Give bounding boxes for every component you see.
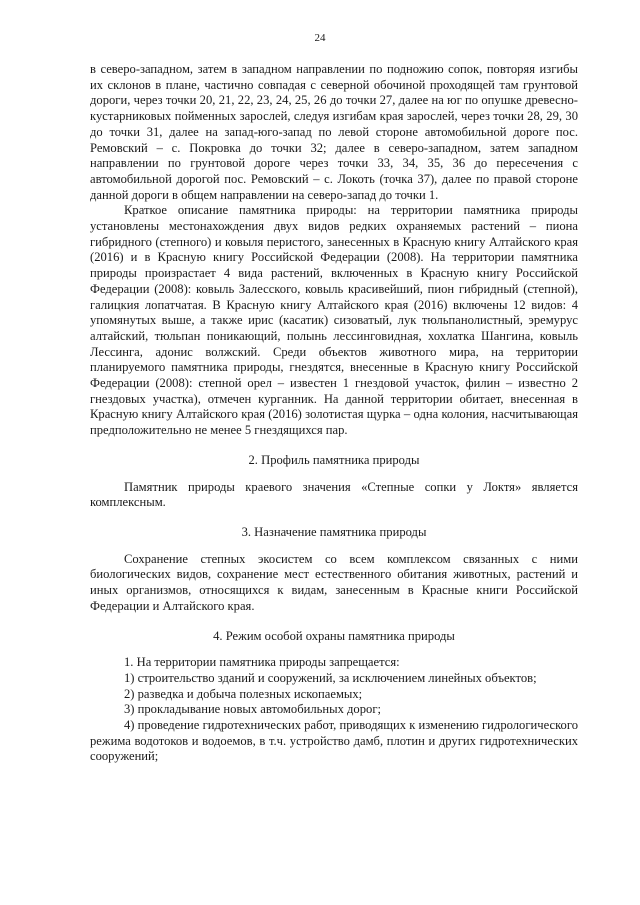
list-item: 1. На территории памятника природы запрещается: [124,655,400,670]
section-3-heading: 3. Назначение памятника природы [241,524,427,539]
section-2-text: Памятник природы краевого значения «Степные сопки у Локтя» является комплексным. [90,479,578,510]
list-item: 4) проведение гидротехнических работ, приводящих к изменению гидрологического режима водотоков и водоемов, в т.ч. устройство дамб, плотин и других гидротехнических сооружений; [90,718,578,764]
page-number: 24 [314,32,326,44]
section-4-heading: 4. Режим особой охраны памятника природы [213,628,455,643]
section-2-heading: 2. Профиль памятника природы [248,452,420,467]
brief-description-paragraph: Краткое описание памятника природы: на территории памятника природы установлены местонахождения двух видов редких охраняемых растений – пиона гибридного (степного) и ковыля перистого, занесенных в Красную книгу Алтайского края (2016) и в Красную книгу Российской Федерации (2008). На территории памятника природы произрастает 4 вида растений, включенных в Красную книгу Российской Федерации (2008): ковыль Залесского, ковыль красивейший, пион гибридный (степной), галицкия лопатчатая. В Красную книгу Алтайского края (2016) включены 12 видов: 4 упомянутых выше, а также ирис (касатик) сизоватый, лук тюльпанолистный, эремурус алтайский, тюльпан поникающий, полынь лессинговидная, хохлатка Шангина, ковыль Лессинга, адонис волжский. Среди объектов животного мира, на территории планируемого памятника природы, гнездятся, внесенные в Красную книгу Российской Федерации (2008): степной орел – известен 1 гнездовой участок, филин – известно 2 гнездовых участка), отмечен курганник. На данной территории обитает, внесенная в Красную книгу Алтайского края (2016) золотистая щурка – одна колония, насчитывающая предположительно не менее 5 гнездящихся пар. [90,203,578,438]
section-3-text: Сохранение степных экосистем со всем комплексом связанных с ними биологических видов, сохранение мест естественного обитания животных, растений и иных организмов, относящихся к видам, занесенным в Красные книги Российской Федерации и Алтайского края. [90,551,578,613]
list-item: 1) строительство зданий и сооружений, за исключением линейных объектов; [124,670,537,685]
document-body [90,62,578,765]
list-item: 2) разведка и добыча полезных ископаемых; [124,686,363,701]
list-item: 3) прокладывание новых автомобильных дорог; [124,702,381,717]
boundary-description-continuation: в северо-западном, затем в западном направлении по подножию сопок, повторяя изгибы их склонов в плане, частично совпадая с северной обочиной проходящей там грунтовой дороги, через точки 20, 21, 22, 23, 24, 25, 26 до точки 27, далее на юг по опушке древесно-кустарниковых пойменных зарослей, следуя изгибам края зарослей, через точки 28, 29, 30 до точки 31, далее на запад-юго-запад по левой стороне автомобильной дороге пос. Ремовский – с. Покровка до точки 32; далее в северо-западном, затем западном направлении по грунтовой дороге через точки 33, 34, 35, 36 до пересечения с автомобильной дорогой пос. Ремовский – с. Локоть (точка 37), далее по правой стороне данной дороги в общем направлении на северо-запад до точки 1. [90,62,578,202]
